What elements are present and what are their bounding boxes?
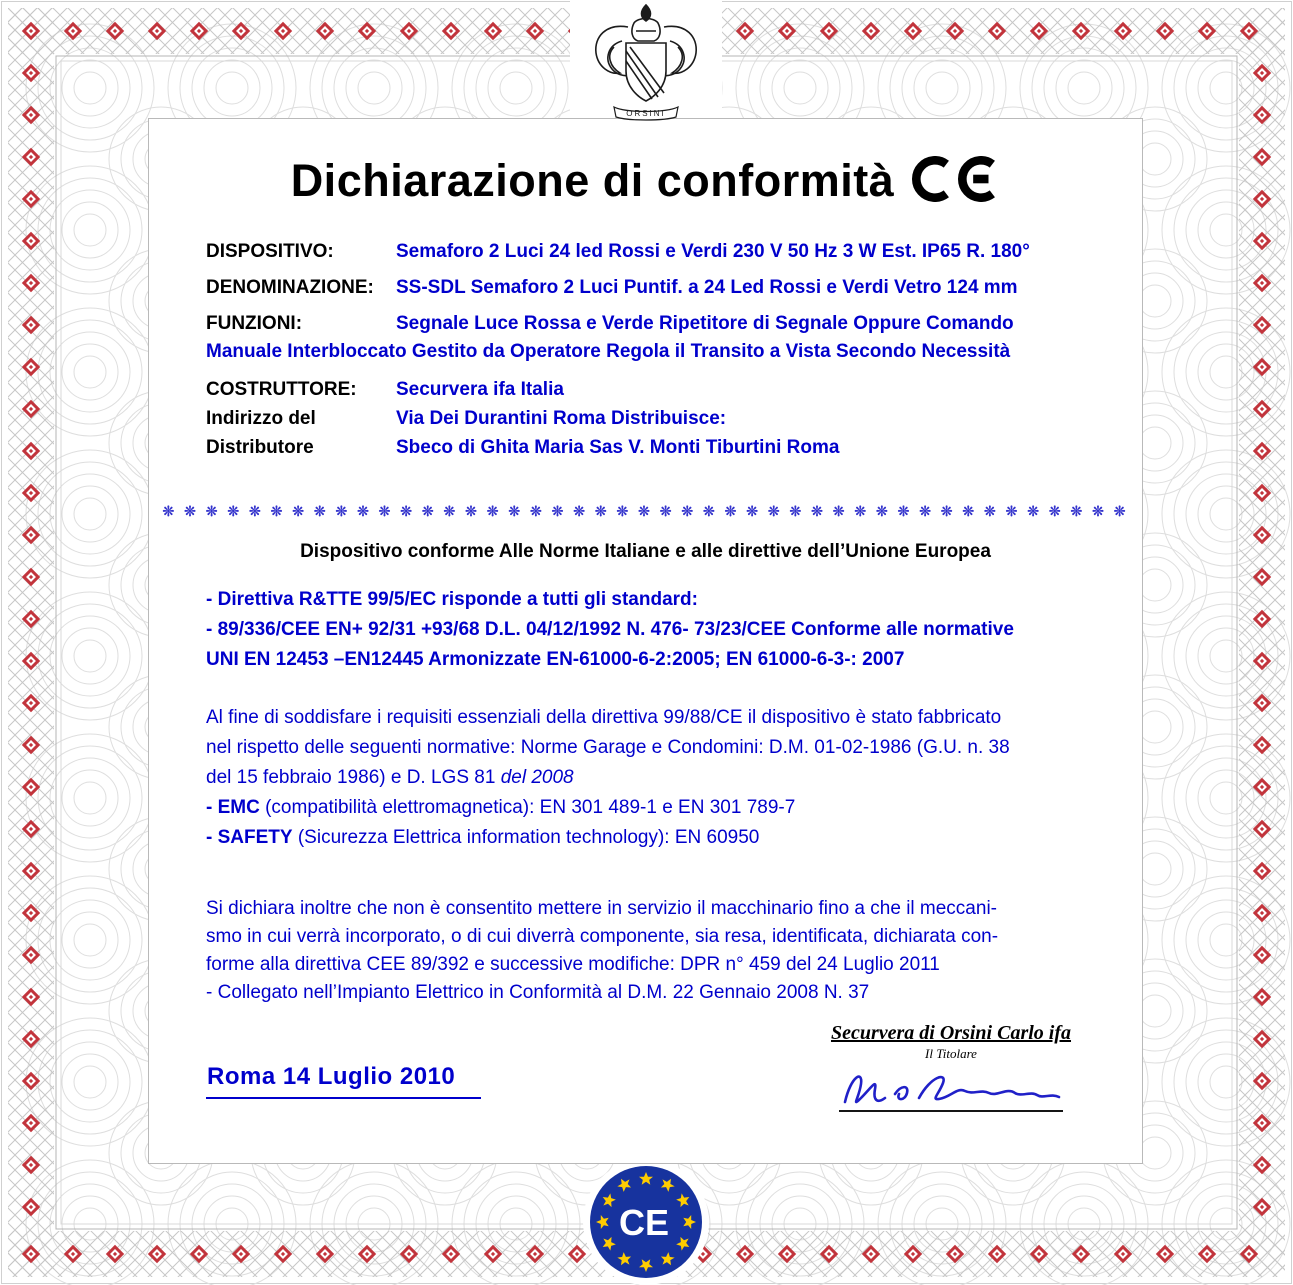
directive-line: - 89/336/CEE EN+ 92/31 +93/68 D.L. 04/12/1992 N. 476- 73/23/CEE Conforme alle normative: [206, 619, 1014, 640]
field-value: Sbeco di Ghita Maria Sas V. Monti Tiburtini Roma: [396, 437, 840, 458]
declaration-line: smo in cui verrà incorporato, o di cui diverrà componente, sia resa, identificata, dichiarata con-: [206, 926, 999, 947]
field-value: SS-SDL Semaforo 2 Luci Puntif. a 24 Led Rossi e Verdi Vetro 124 mm: [396, 277, 1018, 298]
italic-suffix: del 2008: [500, 767, 574, 788]
field-label: Indirizzo del: [206, 408, 316, 429]
eu-ce-logo: [588, 1164, 704, 1280]
field-row-denominazione: [206, 277, 1102, 299]
conformity-statement: Dispositivo conforme Alle Norme Italiane e alle direttive dell’Unione Europea: [300, 541, 991, 562]
directive-line: UNI EN 12453 –EN12445 Armonizzate EN-61000-6-2:2005; EN 61000-6-3-: 2007: [206, 649, 905, 670]
directives-list: [206, 585, 1112, 675]
normative-paragraph: [206, 703, 1112, 853]
field-label: DENOMINAZIONE:: [206, 277, 374, 298]
emc-line: - EMC (compatibilità elettromagnetica): EN 301 489-1 e EN 301 789-7: [206, 797, 796, 818]
device-fields: [206, 241, 1102, 466]
declaration-line: forme alla direttiva CEE 89/392 e successive modifiche: DPR n° 459 del 24 Luglio 2011: [206, 954, 940, 975]
field-value: Segnale Luce Rossa e Verde Ripetitore di Segnale Oppure Comando: [396, 313, 1014, 334]
normative-line: Al fine di soddisfare i requisiti essenziali della direttiva 99/88/CE il dispositivo è stato fabbricato: [206, 707, 1002, 728]
field-label: COSTRUTTORE:: [206, 379, 357, 400]
field-value-continued: Manuale Interbloccato Gestito da Operatore Regola il Transito a Vista Secondo Necessità: [206, 341, 1011, 362]
field-row-costruttore: [206, 379, 1102, 401]
signatory-company: Securvera di Orsini Carlo ifa: [830, 1022, 1072, 1044]
signature-rule: [839, 1110, 1063, 1112]
page-title: [149, 155, 1142, 207]
field-label: Distributore: [206, 437, 314, 458]
field-label: DISPOSITIVO:: [206, 241, 334, 262]
field-value: Semaforo 2 Luci 24 led Rossi e Verdi 230 V 50 Hz 3 W Est. IP65 R. 180°: [396, 241, 1030, 262]
declaration-line: - Collegato nell’Impianto Elettrico in Conformità al D.M. 22 Gennaio 2008 N. 37: [206, 982, 870, 1003]
declaration-paragraph: [206, 895, 1112, 1007]
normative-line: del 15 febbraio 1986) e D. LGS 81 del 2008: [206, 767, 574, 788]
ornament-separator-row: ❊ ❊ ❊ ❊ ❊ ❊ ❊ ❊ ❊ ❊ ❊ ❊ ❊ ❊ ❊ ❊ ❊ ❊ ❊ ❊ ❊ ❊ ❊ ❊ ❊ ❊ ❊ ❊ ❊ ❊ ❊ ❊ ❊ ❊ ❊ ❊ ❊ ❊ ❊ ❊ ❊ ❊ ❊ ❊ ❊: [162, 503, 1129, 519]
field-row-indirizzo-1: [206, 408, 1102, 430]
title-text: Dichiarazione di conformità: [290, 155, 895, 206]
directive-line: - Direttiva R&TTE 99/5/EC risponde a tutti gli standard:: [206, 589, 698, 610]
place-date: Roma 14 Luglio 2010: [206, 1063, 481, 1099]
signature-block: [801, 1022, 1101, 1112]
declaration-line: Si dichiara inoltre che non è consentito mettere in servizio il macchinario fino a che il meccani-: [206, 898, 997, 919]
ce-mark-icon: [908, 156, 1000, 202]
field-value: Securvera ifa Italia: [396, 379, 564, 400]
orsini-crest-icon: [566, 2, 726, 124]
field-row-indirizzo-2: [206, 437, 1102, 459]
certificate-body: [148, 118, 1143, 1164]
eu-ce-text: CE: [618, 1202, 670, 1243]
field-label: FUNZIONI:: [206, 313, 303, 334]
safety-line: - SAFETY (Sicurezza Elettrica information technology): EN 60950: [206, 827, 760, 848]
field-value: Via Dei Durantini Roma Distribuisce:: [396, 408, 727, 429]
field-row-dispositivo: [206, 241, 1102, 263]
signatory-role: Il Titolare: [925, 1046, 977, 1061]
normative-line: nel rispetto delle seguenti normative: Norme Garage e Condomini: D.M. 01-02-1986 (G.U. n. 38: [206, 737, 1010, 758]
field-row-funzioni: [206, 313, 1102, 335]
crest-name-label: ORSINI: [626, 109, 666, 118]
